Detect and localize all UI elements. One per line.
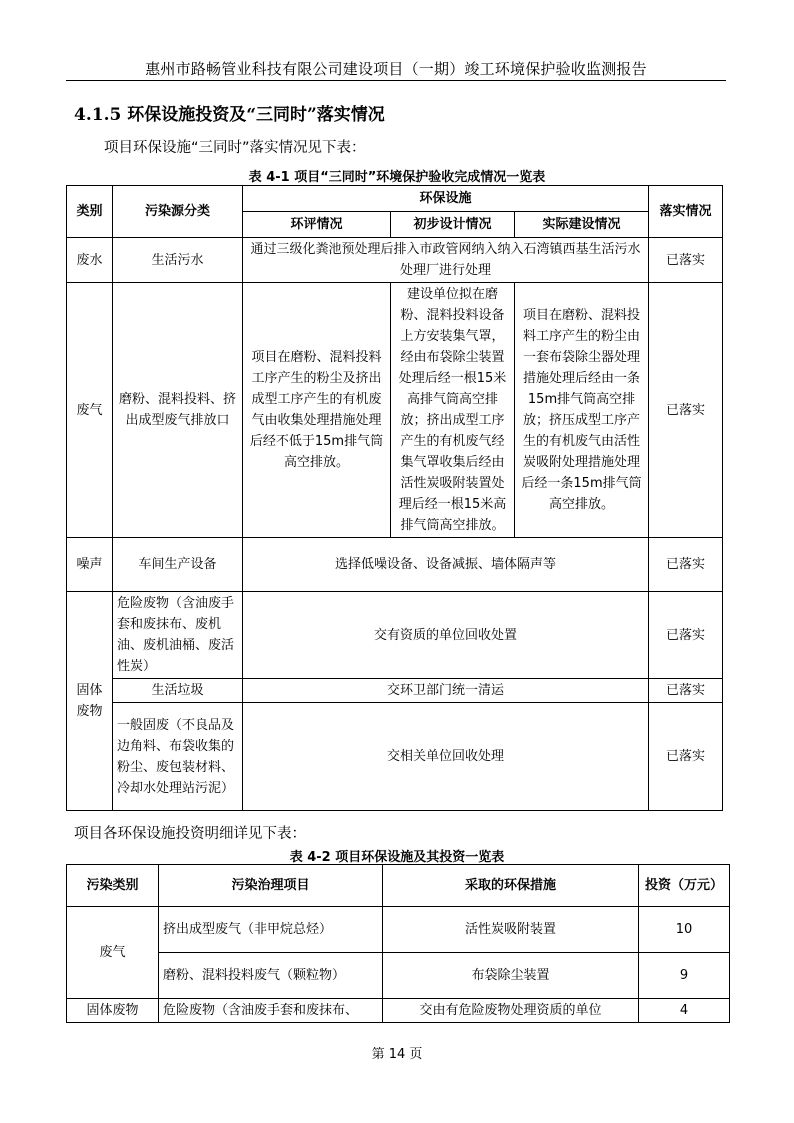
intro2-text: 项目各环保设施投资明细详见下表： bbox=[74, 826, 306, 842]
cell-measure: 通过三级化粪池预处理后排入市政管网纳入纳入石湾镇西基生活污水处理厂进行处理 bbox=[243, 238, 649, 283]
cell-item: 挤出成型废气（非甲烷总烃） bbox=[159, 907, 383, 953]
table-row bbox=[67, 592, 723, 679]
th-category: 类别 bbox=[67, 186, 113, 238]
cell-invest: 9 bbox=[639, 953, 730, 999]
cell-source: 生活污水 bbox=[113, 238, 243, 283]
th-eia: 环评情况 bbox=[243, 212, 391, 238]
investment-table bbox=[66, 864, 730, 1023]
table-row bbox=[67, 703, 723, 811]
cell-measure: 交有资质的单位回收处置 bbox=[243, 592, 649, 679]
cell-category: 废水 bbox=[67, 238, 113, 283]
cell-invest: 4 bbox=[639, 999, 730, 1023]
th-status: 落实情况 bbox=[649, 186, 723, 238]
cell-status: 已落实 bbox=[649, 283, 723, 538]
cell-measure: 交由有危险废物处理资质的单位 bbox=[383, 999, 639, 1023]
cell-category: 废气 bbox=[67, 283, 113, 538]
cell-measure: 布袋除尘装置 bbox=[383, 953, 639, 999]
table-row bbox=[67, 999, 730, 1023]
cell-measure: 交相关单位回收处理 bbox=[243, 703, 649, 811]
cell-status: 已落实 bbox=[649, 592, 723, 679]
cell-source: 生活垃圾 bbox=[113, 679, 243, 703]
cell-category: 固体废物 bbox=[67, 592, 113, 811]
table-row bbox=[67, 238, 723, 283]
cell-measure: 交环卫部门统一清运 bbox=[243, 679, 649, 703]
cell-category: 噪声 bbox=[67, 538, 113, 592]
cell-type: 废气 bbox=[67, 907, 159, 999]
cell-design: 建设单位拟在磨粉、混料投料设备上方安装集气罩，经由布袋除尘装置处理后经一根15米高排气筒高空排放；挤出成型工序产生的有机废气经集气罩收集后经由活性炭吸附装置处理后经一根15米高排气筒高空排放。 bbox=[391, 283, 515, 538]
cell-item: 危险废物（含油废手套和废抹布、 bbox=[159, 999, 383, 1023]
cell-source: 危险废物（含油废手套和废抹布、废机油、废机油桶、废活性炭） bbox=[113, 592, 243, 679]
th-design: 初步设计情况 bbox=[391, 212, 515, 238]
th-actual: 实际建设情况 bbox=[515, 212, 649, 238]
th-facility: 环保设施 bbox=[243, 186, 649, 212]
cell-status: 已落实 bbox=[649, 679, 723, 703]
cell-status: 已落实 bbox=[649, 538, 723, 592]
th-item: 污染治理项目 bbox=[159, 865, 383, 907]
cell-measure: 活性炭吸附装置 bbox=[383, 907, 639, 953]
cell-item: 磨粉、混料投料废气（颗粒物） bbox=[159, 953, 383, 999]
report-header: 惠州市路畅管业科技有限公司建设项目（一期）竣工环境保护验收监测报告 bbox=[145, 60, 647, 78]
table-row bbox=[67, 538, 723, 592]
cell-source: 车间生产设备 bbox=[113, 538, 243, 592]
cell-source: 磨粉、混料投料、挤出成型废气排放口 bbox=[113, 283, 243, 538]
page-number: 第 14 页 bbox=[371, 1047, 423, 1062]
table-row bbox=[67, 953, 730, 999]
cell-measure: 选择低噪设备、设备减振、墙体隔声等 bbox=[243, 538, 649, 592]
cell-invest: 10 bbox=[639, 907, 730, 953]
cell-status: 已落实 bbox=[649, 238, 723, 283]
cell-source: 一般固废（不良品及边角料、布袋收集的粉尘、废包装材料、冷却水处理站污泥） bbox=[113, 703, 243, 811]
table-row bbox=[67, 679, 723, 703]
cell-eia: 项目在磨粉、混料投料工序产生的粉尘及挤出成型工序产生的有机废气由收集处理措施处理后经不低于15m排气筒高空排放。 bbox=[243, 283, 391, 538]
th-type: 污染类别 bbox=[67, 865, 159, 907]
three-simultaneous-table bbox=[66, 185, 723, 811]
table-row bbox=[67, 907, 730, 953]
header-rule bbox=[66, 80, 726, 81]
th-invest: 投资（万元） bbox=[639, 865, 730, 907]
table1-caption: 表 4-1 项目“三同时”环境保护验收完成情况一览表 bbox=[248, 170, 546, 185]
cell-status: 已落实 bbox=[649, 703, 723, 811]
table2-caption: 表 4-2 项目环保设施及其投资一览表 bbox=[289, 850, 505, 865]
cell-type: 固体废物 bbox=[67, 999, 159, 1023]
table-row bbox=[67, 283, 723, 538]
intro-text: 项目环保设施“三同时”落实情况见下表： bbox=[104, 140, 366, 156]
cell-actual: 项目在磨粉、混料投料工序产生的粉尘由一套布袋除尘器处理措施处理后经由一条15m排气筒高空排放；挤压成型工序产生的有机废气由活性炭吸附处理措施处理后经一条15m排气筒高空排放。 bbox=[515, 283, 649, 538]
section-title: 4.1.5 环保设施投资及“三同时”落实情况 bbox=[74, 105, 385, 125]
th-measure: 采取的环保措施 bbox=[383, 865, 639, 907]
th-source: 污染源分类 bbox=[113, 186, 243, 238]
